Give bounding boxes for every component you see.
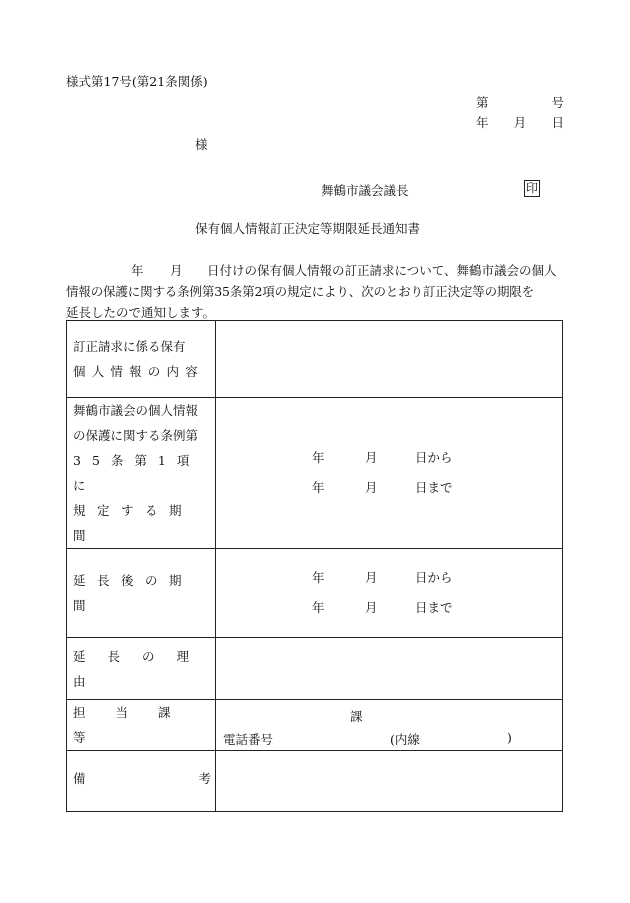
ext-until-year: 年 xyxy=(312,600,325,615)
row5-label: 担当課等 xyxy=(73,705,201,745)
label-cell xyxy=(67,700,216,751)
addressee-suffix: 様 xyxy=(195,137,208,152)
row1-label-text-1: 訂正請求に係る保有 xyxy=(73,339,186,354)
row1-label-line1 xyxy=(73,334,211,359)
until-month: 月 xyxy=(365,480,378,495)
period-cell[interactable] xyxy=(216,398,563,549)
phone-label: 電話番号 xyxy=(223,731,274,747)
label-cell xyxy=(67,549,216,638)
document-date xyxy=(476,113,564,131)
seal-mark-text: 印 xyxy=(526,181,539,195)
section-suffix: 課 xyxy=(350,708,363,724)
row2-label-line1: 舞鶴市議会の個人情報 xyxy=(73,403,199,418)
row2-label-line4: 規定する期間 xyxy=(73,503,194,543)
body-line-2: 情報の保護に関する条例第35条第2項の規定により、次のとおり訂正決定等の期限を xyxy=(66,284,535,299)
form-number: 様式第17号(第21条関係) xyxy=(66,74,208,89)
document-number-prefix: 第 xyxy=(476,95,489,110)
body-line-3: 延長したので通知します。 xyxy=(66,305,216,320)
body-year: 年 xyxy=(131,263,144,278)
extended-from-line xyxy=(216,563,562,593)
content-cell[interactable] xyxy=(216,321,563,398)
correction-extension-table xyxy=(66,320,563,812)
from-month: 月 xyxy=(365,450,378,465)
from-year: 年 xyxy=(312,450,325,465)
extension-close: ) xyxy=(507,729,512,745)
row6-label-left: 備 xyxy=(73,770,86,786)
issuer-name: 舞鶴市議会議長 xyxy=(321,183,409,198)
date-month: 月 xyxy=(513,115,527,130)
document-number xyxy=(476,93,564,111)
table-row xyxy=(67,398,563,549)
date-year: 年 xyxy=(476,115,489,130)
ext-until-suffix: 日まで xyxy=(415,600,453,615)
department-content xyxy=(216,702,562,749)
label-cell xyxy=(67,638,216,700)
table-row xyxy=(67,751,563,812)
label-cell xyxy=(67,751,216,812)
period-from-line xyxy=(216,443,562,473)
table-row xyxy=(67,700,563,751)
document-title: 保有個人情報訂正決定等期限延長通知書 xyxy=(195,221,421,236)
period-until-line xyxy=(216,473,562,503)
body-month: 月 xyxy=(170,263,183,278)
row6-label xyxy=(67,766,215,797)
label-cell xyxy=(67,321,216,398)
reason-cell[interactable] xyxy=(216,638,563,700)
remarks-cell[interactable] xyxy=(216,751,563,812)
ext-from-month: 月 xyxy=(365,570,378,585)
department-cell[interactable] xyxy=(216,700,563,751)
body-line-1: 日付けの保有個人情報の訂正請求について、舞鶴市議会の個人 xyxy=(207,263,557,278)
label-cell xyxy=(67,398,216,549)
table-row xyxy=(67,638,563,700)
seal-mark xyxy=(524,180,540,197)
row2-label-line3: 35条第1項に xyxy=(73,453,201,493)
extended-period-cell[interactable] xyxy=(216,549,563,638)
row2-label-line2: の保護に関する条例第 xyxy=(73,428,199,443)
row3-label: 延長後の期間 xyxy=(73,573,194,613)
row1-label-line2: 個人情報の内容 xyxy=(73,364,204,379)
ext-from-suffix: 日から xyxy=(415,570,453,585)
from-suffix: 日から xyxy=(415,450,453,465)
document-number-suffix: 号 xyxy=(551,95,564,110)
until-year: 年 xyxy=(312,480,325,495)
ext-until-month: 月 xyxy=(365,600,378,615)
table-row xyxy=(67,549,563,638)
extension-open: (内線 xyxy=(390,731,420,747)
row4-label: 延長の理由 xyxy=(73,648,212,689)
ext-from-year: 年 xyxy=(312,570,325,585)
extended-until-line xyxy=(216,593,562,623)
row6-label-right: 考 xyxy=(198,770,211,786)
until-suffix: 日まで xyxy=(415,480,453,495)
table-row xyxy=(67,321,563,398)
date-day: 日 xyxy=(551,115,564,130)
